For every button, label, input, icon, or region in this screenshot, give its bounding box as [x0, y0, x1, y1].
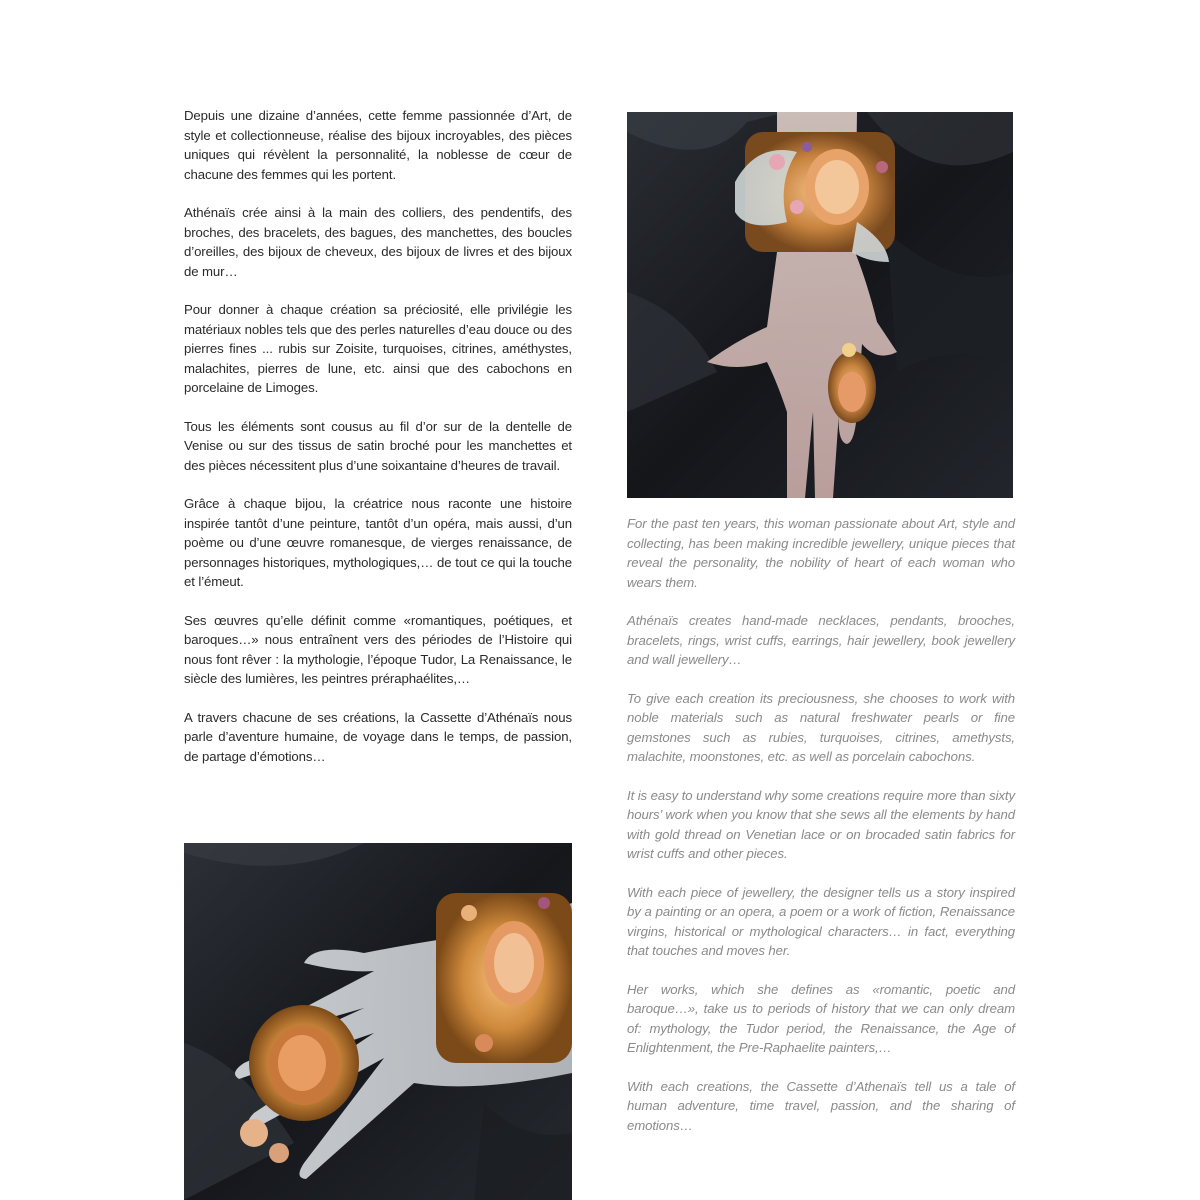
english-paragraph-7: With each creations, the Cassette d’Athenaïs tell us a tale of human adventure, time travel, passion, and the sharing of emotions…	[627, 1078, 1015, 1133]
french-text-column	[184, 106, 572, 785]
jewellery-photo-ring-and-cuff	[184, 843, 572, 1200]
english-paragraph-3: To give each creation its preciousness, she chooses to work with noble materials such as natural freshwater pearls or fine gemstones such as rubies, turquoises, citrines, amethysts, malachite, moonstones, etc. as well as porcelain cabochons.	[627, 690, 1015, 764]
french-paragraph-6: Ses œuvres qu’elle définit comme «romantiques, poétiques, et baroques…» nous entraînent vers des périodes de l’Histoire qui nous font rêver : la mythologie, l’époque Tudor, La Renaissance, le siècle des lumières, les peintres préraphaélites,…	[184, 612, 572, 686]
french-paragraph-1: Depuis une dizaine d’années, cette femme passionnée d’Art, de style et collectionneuse, réalise des bijoux incroyables, des pièces uniques qui révèlent la personnalité, la noblesse de cœur de chacune des femmes qui les portent.	[184, 108, 572, 182]
english-paragraph-5: With each piece of jewellery, the designer tells us a story inspired by a painting or an opera, a poem or a work of fiction, Renaissance virgins, historical or mythological characters… in fact, everything that touches and moves her.	[627, 884, 1015, 958]
french-paragraph-2: Athénaïs crée ainsi à la main des colliers, des pendentifs, des broches, des bracelets, des bagues, des manchettes, des boucles d’oreilles, des bijoux de cheveux, des bijoux de livres et des bijoux de mur…	[184, 205, 572, 279]
english-paragraph-4: It is easy to understand why some creations require more than sixty hours’ work when you know that she sews all the elements by hand with gold thread on Venetian lace or on brocaded satin fabrics for wrist cuffs and other pieces.	[627, 787, 1015, 861]
french-paragraph-5: Grâce à chaque bijou, la créatrice nous raconte une histoire inspirée tantôt d’une peinture, tantôt d’un opéra, mais aussi, d’un poème ou d’une œuvre romanesque, de vierges renaissance, de personnages historiques, mythologiques,… de tout ce qui la touche et l’émeut.	[184, 496, 572, 589]
french-paragraph-3: Pour donner à chaque création sa préciosité, elle privilégie les matériaux nobles tels que des perles naturelles d’eau douce ou des pierres fines ... rubis sur Zoisite, turquoises, citrines, améthystes, malachites, pierres de lune, etc. ainsi que des cabochons en porcelaine de Limoges.	[184, 302, 572, 395]
english-paragraph-2: Athénaïs creates hand-made necklaces, pendants, brooches, bracelets, rings, wrist cuffs, earrings, hair jewellery, book jewellery and wall jewellery…	[627, 613, 1015, 667]
french-paragraph-4: Tous les éléments sont cousus au fil d’or sur de la dentelle de Venise ou sur des tissus de satin broché pour les manchettes et des pièces nécessitent plus d’une soixantaine d’heures de travail.	[184, 418, 572, 473]
english-text-column	[627, 514, 1015, 1154]
english-paragraph-6: Her works, which she defines as «romantic, poetic and baroque…», take us to periods of history that we can only dream of: mythology, the Tudor period, the Renaissance, the Age of Enlightenment, the Pre-Raphaelite painters,…	[627, 981, 1015, 1055]
french-paragraph-7: A travers chacune de ses créations, la Cassette d’Athénaïs nous parle d’aventure humaine, de voyage dans le temps, de passion, de partage d’émotions…	[184, 709, 572, 764]
jewellery-photo-cuff-and-ring	[627, 112, 1013, 498]
english-paragraph-1: For the past ten years, this woman passionate about Art, style and collecting, has been making incredible jewellery, unique pieces that reveal the personality, the nobility of heart of each woman who wears them.	[627, 516, 1015, 590]
